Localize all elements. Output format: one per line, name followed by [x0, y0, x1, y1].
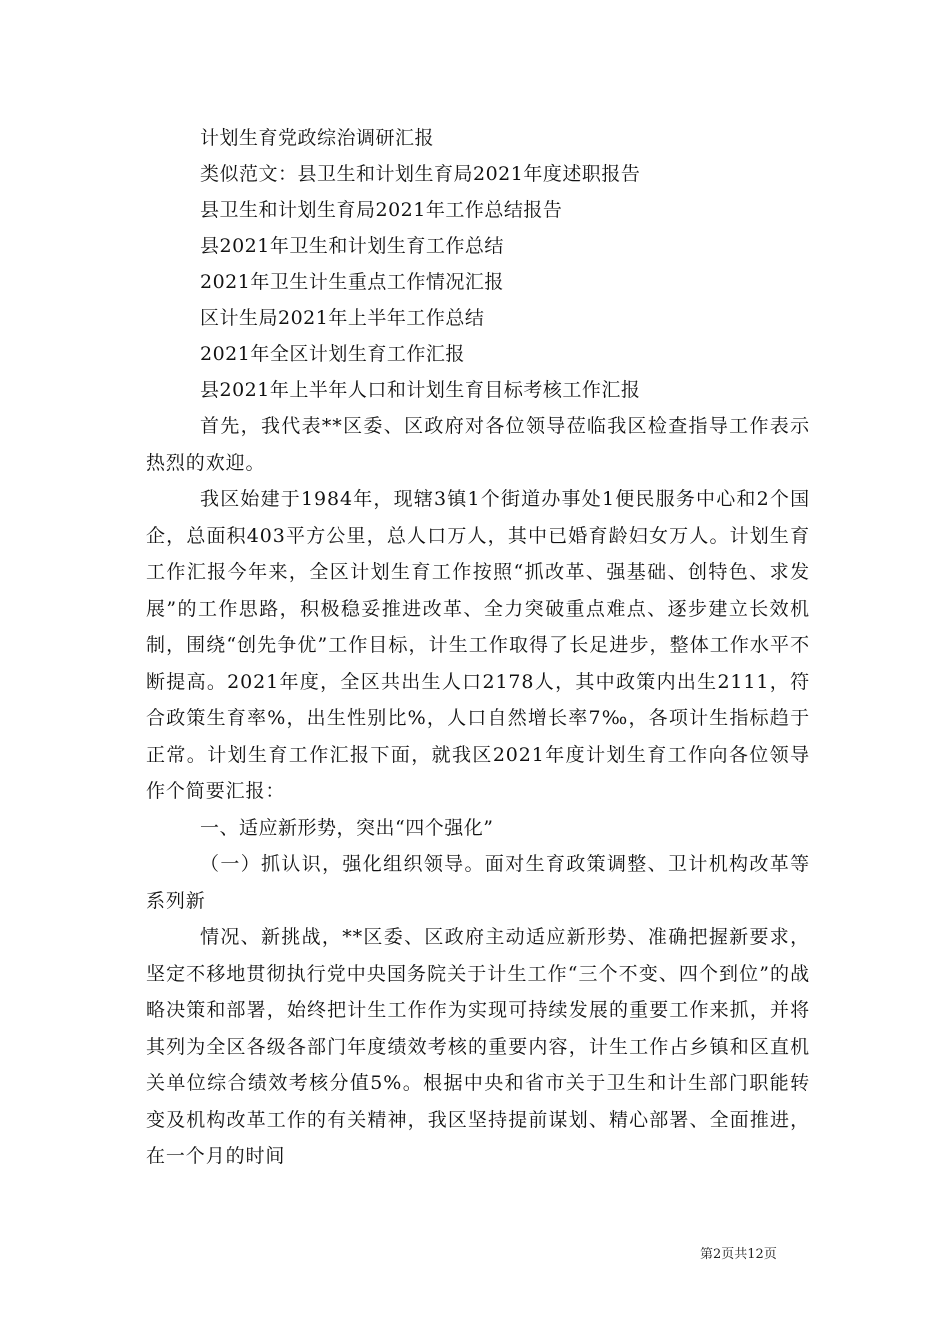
- intro-paragraph: 首先，我代表**区委、区政府对各位领导莅临我区检查指导工作表示热烈的欢迎。: [146, 415, 810, 474]
- related-link: 计划生育党政综治调研汇报: [200, 127, 435, 149]
- body-paragraph: 情况、新挑战，**区委、区政府主动适应新形势、准确把握新要求，坚定不移地贯彻执行党中央国务院关于计生工作“三个不变、四个到位”的战略决策和部署，始终把计生工作作为实现可持续发展的重要工作来抓，并将其列为全区各级各部门年度绩效考核的重要内容，计生工作占乡镇和区直机关单位综合绩效考核分值5%。根据中央和省市关于卫生和计生部门职能转变及机构改革工作的有关精神，我区坚持提前谋划、精心部署、全面推进，在一个月的时间: [146, 926, 810, 1167]
- page-number: 第2页共12页: [700, 1247, 777, 1262]
- related-link: 类似范文：县卫生和计划生育局2021年度述职报告: [200, 163, 641, 185]
- subsection-paragraph: （一）抓认识，强化组织领导。面对生育政策调整、卫计机构改革等系列新: [146, 853, 810, 912]
- related-link: 县卫生和计划生育局2021年工作总结报告: [200, 199, 563, 221]
- related-link: 县2021年上半年人口和计划生育目标考核工作汇报: [200, 379, 641, 401]
- related-link: 区计生局2021年上半年工作总结: [200, 307, 485, 329]
- related-link: 县2021年卫生和计划生育工作总结: [200, 235, 504, 257]
- related-link: 2021年全区计划生育工作汇报: [200, 343, 465, 365]
- section-heading: 一、适应新形势，突出“四个强化”: [200, 816, 494, 839]
- related-link: 2021年卫生计生重点工作情况汇报: [200, 271, 504, 293]
- document-body: [146, 120, 810, 1175]
- overview-paragraph: 我区始建于1984年，现辖3镇1个街道办事处1便民服务中心和2个国企，总面积403平方公里，总人口万人，其中已婚育龄妇女万人。计划生育工作汇报今年来，全区计划生育工作按照“抓改革、强基础、创特色、求发展”的工作思路，积极稳妥推进改革、全力突破重点难点、逐步建立长效机制，围绕“创先争优”工作目标，计生工作取得了长足进步，整体工作水平不断提高。2021年度，全区共出生人口2178人，其中政策内出生2111，符合政策生育率%，出生性别比%，人口自然增长率7‰，各项计生指标趋于正常。计划生育工作汇报下面，就我区2021年度计划生育工作向各位领导作个简要汇报：: [146, 488, 810, 802]
